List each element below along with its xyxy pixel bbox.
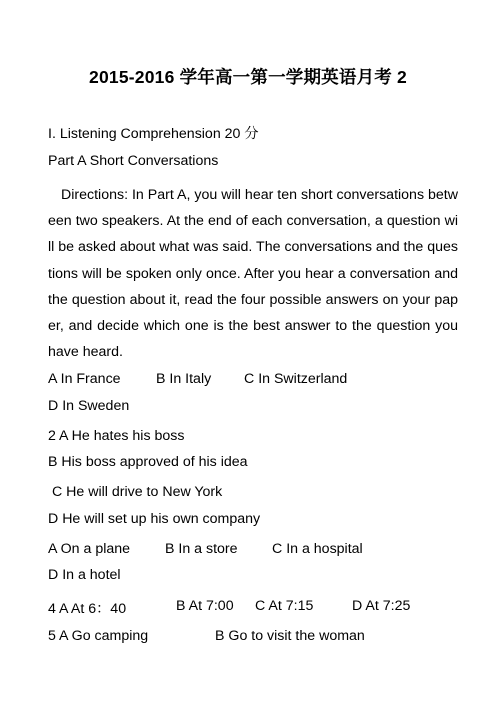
directions-paragraph (48, 182, 458, 365)
q2-option-d: D He will set up his own company (48, 511, 261, 527)
q4-option-a: 4 A At 6：40 (48, 601, 127, 617)
q2-option-b: B His boss approved of his idea (48, 454, 248, 470)
q4-option-c: C At 7:15 (255, 598, 314, 614)
q2-option-a: 2 A He hates his boss (48, 428, 185, 444)
q5-option-b: B Go to visit the woman (215, 628, 365, 644)
part-a-heading: Part A Short Conversations (48, 153, 219, 169)
q4-option-d: D At 7:25 (352, 598, 411, 614)
q3-option-d: D In a hotel (48, 567, 121, 583)
q3-option-b: B In a store (165, 541, 238, 557)
directions-text: Directions: In Part A, you will hear ten short conversations between two speakers. At the end of each conversation, a question will be asked about what was said. The conversations and the questions will be spoken only once. After you hear a conversation and the question about it, read the four possible answers on your paper, and decide which one is the best answer to the question you have heard. (48, 187, 458, 361)
q1-option-b: B In Italy (156, 371, 212, 387)
q3-option-a: A On a plane (48, 541, 131, 557)
q1-option-d: D In Sweden (48, 398, 130, 414)
section-heading-listening: I. Listening Comprehension 20 分 (48, 126, 259, 142)
q3-option-c: C In a hospital (272, 541, 363, 557)
q1-option-a: A In France (48, 371, 121, 387)
q1-option-c: C In Switzerland (244, 371, 348, 387)
q4-option-b: B At 7:00 (176, 598, 234, 614)
document-title: 2015-2016 学年高一第一学期英语月考 2 (89, 67, 407, 87)
q2-option-c: C He will drive to New York (48, 484, 223, 500)
q5-option-a: 5 A Go camping (48, 628, 149, 644)
